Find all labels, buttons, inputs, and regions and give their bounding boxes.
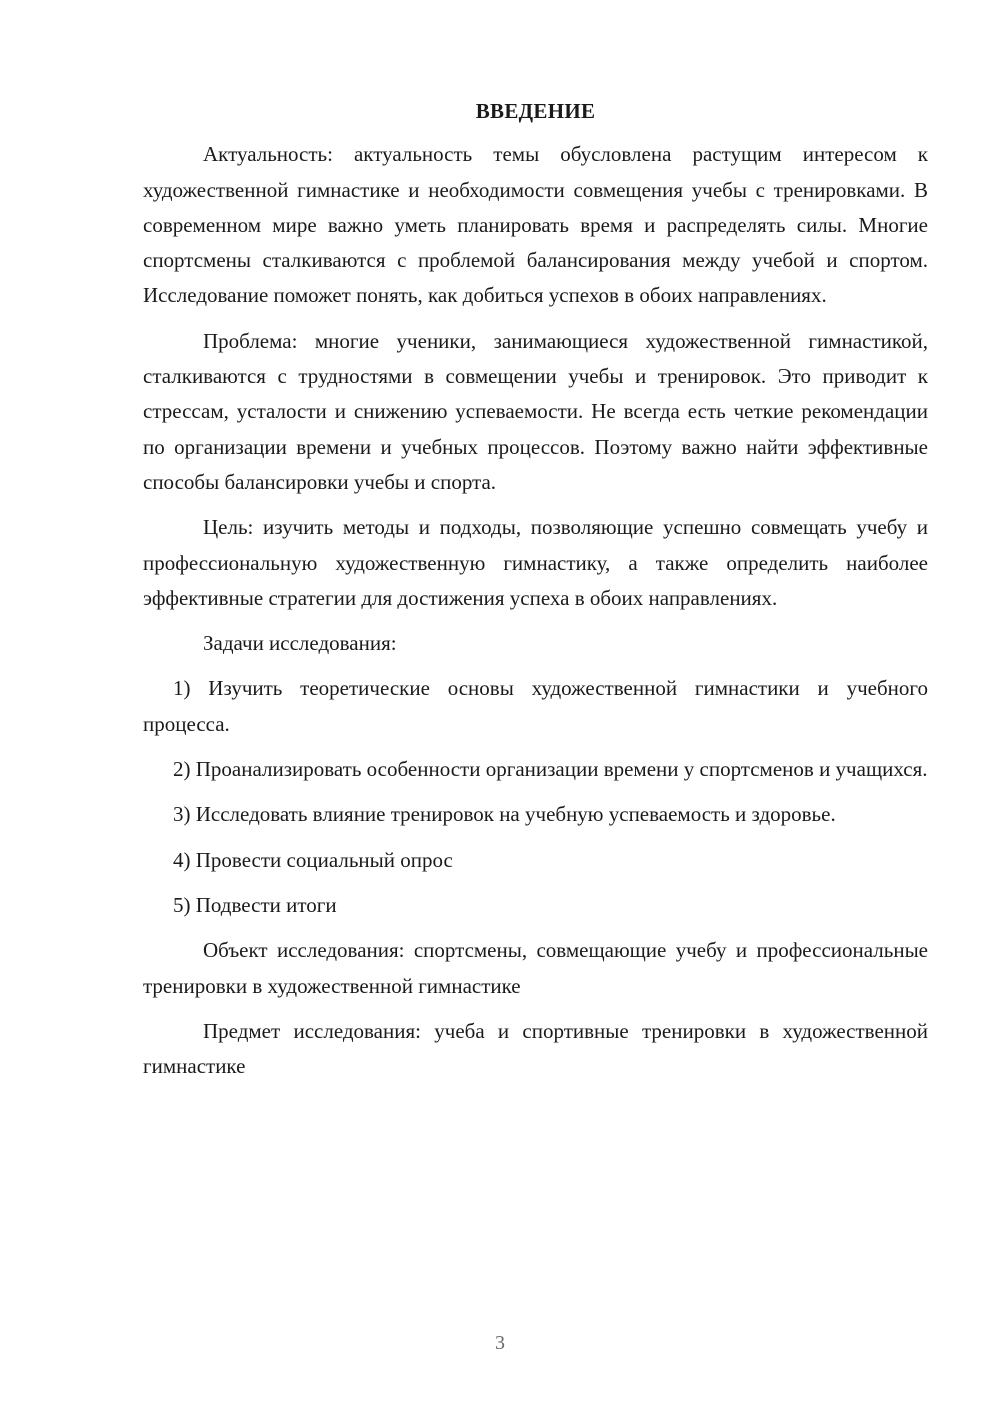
paragraph-relevance: Актуальность: актуальность темы обусловлена растущим интересом к художественной гимнастике и необходимости совмещения учебы с тренировками. В современном мире важно уметь планировать время и распределять силы. Многие спортсмены сталкиваются с проблемой балансирования между учебой и спортом. Исследование поможет понять, как добиться успехов в обоих направлениях. bbox=[143, 142, 928, 308]
page-title: ВВЕДЕНИЕ bbox=[475, 99, 596, 123]
list-item: 1) Изучить теоретические основы художественной гимнастики и учебного процесса. bbox=[143, 676, 928, 736]
tasks-heading: Задачи исследования: bbox=[203, 631, 397, 656]
tasks-list bbox=[143, 671, 928, 923]
paragraph-goal: Цель: изучить методы и подходы, позволяющие успешно совмещать учебу и профессиональную художественную гимнастику, а также определить наиболее эффективные стратегии для достижения успеха в обоих направлениях. bbox=[143, 515, 928, 610]
paragraph-object: Объект исследования: спортсмены, совмещающие учебу и профессиональные тренировки в художественной гимнастике bbox=[143, 938, 928, 998]
list-item: 5) Подвести итоги bbox=[173, 892, 337, 917]
paragraph-subject: Предмет исследования: учеба и спортивные тренировки в художественной гимнастике bbox=[143, 1018, 928, 1079]
list-item: 4) Провести социальный опрос bbox=[173, 847, 453, 872]
list-item: 2) Проанализировать особенности организации времени у спортсменов и учащихся. bbox=[173, 757, 928, 782]
list-item: 3) Исследовать влияние тренировок на учебную успеваемость и здоровье. bbox=[173, 802, 836, 827]
page-number: 3 bbox=[495, 1332, 505, 1354]
document-page bbox=[143, 94, 928, 1094]
paragraph-problem: Проблема: многие ученики, занимающиеся художественной гимнастикой, сталкиваются с трудностями в совмещении учебы и тренировок. Это приводит к стрессам, усталости и снижению успеваемости. Не всегда есть четкие рекомендации по организации времени и учебных процессов. Поэтому важно найти эффективные способы балансировки учебы и спорта. bbox=[143, 328, 928, 494]
